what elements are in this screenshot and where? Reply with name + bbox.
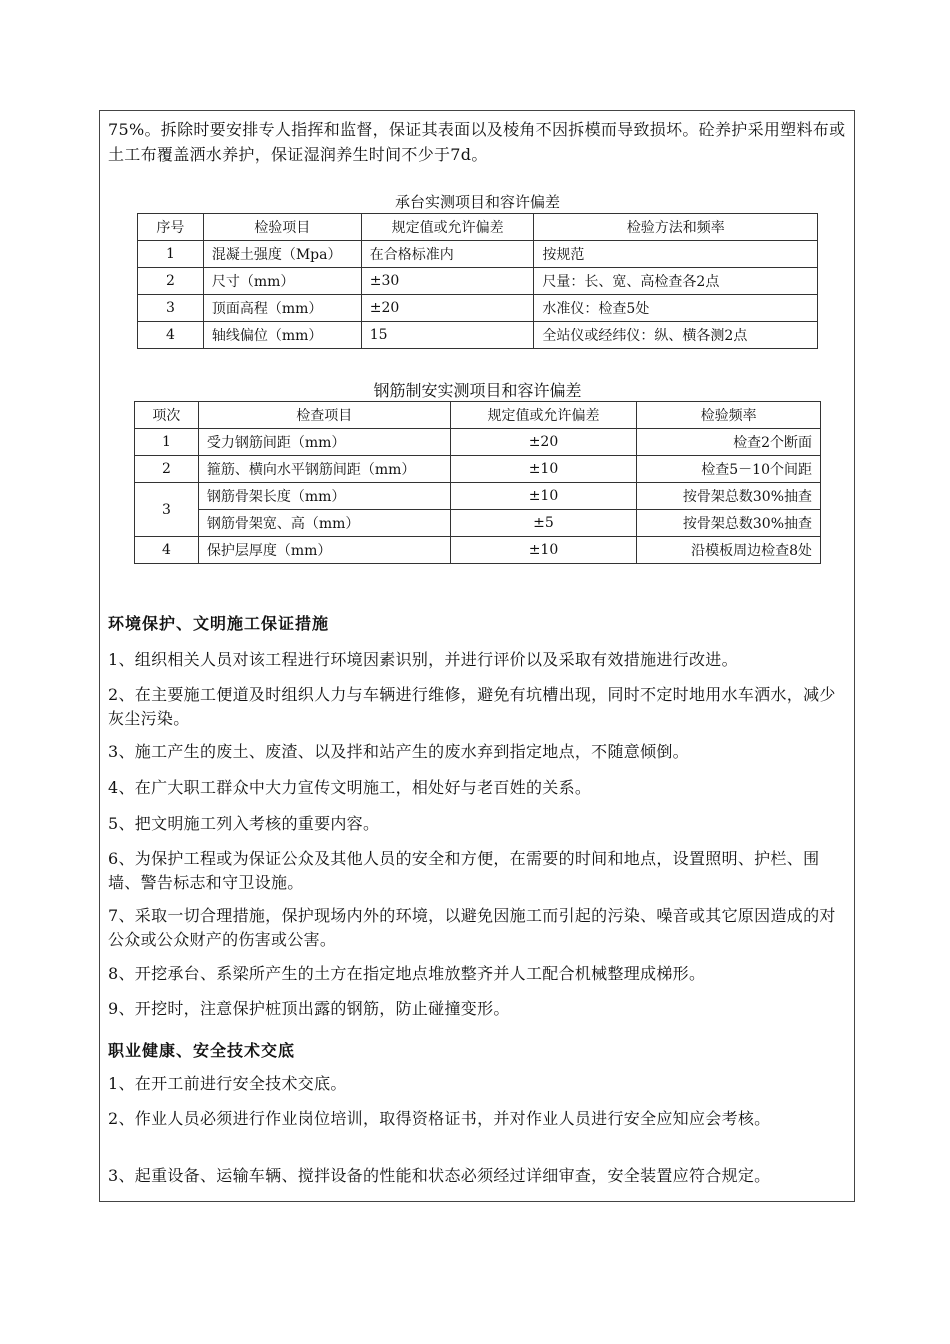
table-cell: 3: [138, 295, 204, 322]
table-row: [135, 537, 821, 564]
table-cell: 受力钢筋间距（mm）: [198, 429, 450, 456]
table-cell: 按规范: [534, 241, 818, 268]
table-cell: 尺量：长、宽、高检查各2点: [534, 268, 818, 295]
table-row: [135, 483, 821, 510]
safety-item-3: 3、起重设备、运输车辆、搅拌设备的性能和状态必须经过详细审查，安全装置应符合规定。: [108, 1166, 771, 1185]
table1-caption: 承台实测项目和容许偏差: [394, 193, 560, 211]
table-cell: ±5: [450, 510, 637, 537]
table-cell: 水准仪：检查5处: [534, 295, 818, 322]
env-item-7: 7、采取一切合理措施，保护现场内外的环境，以避免因施工而引起的污染、噪音或其它原因造成的对公众或公众财产的伤害或公害。: [108, 906, 836, 949]
table-cell: 轴线偏位（mm）: [203, 322, 361, 349]
table-cell: 按骨架总数30%抽查: [637, 510, 821, 537]
env-item-2: 2、在主要施工便道及时组织人力与车辆进行维修，避免有坑槽出现，同时不定时地用水车洒水，减少灰尘污染。: [108, 685, 836, 728]
table2-header-cell: 项次: [135, 402, 199, 429]
table-cell: 箍筋、横向水平钢筋间距（mm）: [198, 456, 450, 483]
table-cell: 2: [135, 456, 199, 483]
table-cell: 4: [135, 537, 199, 564]
table-cell: 钢筋骨架长度（mm）: [198, 483, 450, 510]
env-item-4: 4、在广大职工群众中大力宣传文明施工，相处好与老百姓的关系。: [108, 778, 592, 797]
table2-caption: 钢筋制安实测项目和容许偏差: [373, 381, 582, 400]
table-row: [135, 456, 821, 483]
intro-paragraph: 75%。拆除时要安排专人指挥和监督，保证其表面以及棱角不因拆模而导致损坏。砼养护采用塑料布或土工布覆盖洒水养护，保证湿润养生时间不少于7d。: [108, 120, 846, 164]
table-cell: 检查5－10个间距: [637, 456, 821, 483]
safety-heading: 职业健康、安全技术交底: [108, 1041, 296, 1060]
env-item-6: 6、为保护工程或为保证公众及其他人员的安全和方便，在需要的时间和地点，设置照明、护栏、围墙、警告标志和守卫设施。: [108, 849, 820, 892]
table1: [137, 213, 818, 349]
table2-header-row: [135, 402, 821, 429]
table-cell: 保护层厚度（mm）: [198, 537, 450, 564]
table-cell: 按骨架总数30%抽查: [637, 483, 821, 510]
table-cell: 顶面高程（mm）: [203, 295, 361, 322]
safety-item-2: 2、作业人员必须进行作业岗位培训，取得资格证书，并对作业人员进行安全应知应会考核。: [108, 1109, 771, 1128]
table2-header-cell: 检验频率: [637, 402, 821, 429]
table-cell: ±20: [361, 295, 534, 322]
table1-header-cell: 检验项目: [203, 214, 361, 241]
table-cell: 沿模板周边检查8处: [637, 537, 821, 564]
table-cell: 4: [138, 322, 204, 349]
table-row: [135, 510, 821, 537]
table-row: [138, 268, 818, 295]
table-row: [138, 322, 818, 349]
env-item-8: 8、开挖承台、系梁所产生的土方在指定地点堆放整齐并人工配合机械整理成梯形。: [108, 964, 706, 983]
table-cell: ±10: [450, 456, 637, 483]
table1-header-cell: 规定值或允许偏差: [361, 214, 534, 241]
table-cell: 3: [135, 483, 199, 537]
table1-header-row: [138, 214, 818, 241]
table2: [134, 401, 821, 564]
table-cell: 在合格标准内: [361, 241, 534, 268]
table1-header-cell: 序号: [138, 214, 204, 241]
table1-header-cell: 检验方法和频率: [534, 214, 818, 241]
table-row: [135, 429, 821, 456]
table-cell: 检查2个断面: [637, 429, 821, 456]
table-cell: ±10: [450, 537, 637, 564]
table-cell: ±10: [450, 483, 637, 510]
table-cell: 混凝土强度（Mpa）: [203, 241, 361, 268]
env-item-3: 3、施工产生的废土、废渣、以及拌和站产生的废水弃到指定地点，不随意倾倒。: [108, 742, 689, 761]
table-row: [138, 241, 818, 268]
table-cell: 全站仪或经纬仪：纵、横各测2点: [534, 322, 818, 349]
table-row: [138, 295, 818, 322]
table-cell: ±20: [450, 429, 637, 456]
env-heading: 环境保护、文明施工保证措施: [108, 614, 330, 633]
env-item-9: 9、开挖时，注意保护桩顶出露的钢筋，防止碰撞变形。: [108, 999, 510, 1018]
table-cell: ±30: [361, 268, 534, 295]
table-cell: 1: [135, 429, 199, 456]
safety-item-1: 1、在开工前进行安全技术交底。: [108, 1074, 347, 1093]
env-item-1: 1、组织相关人员对该工程进行环境因素识别，并进行评价以及采取有效措施进行改进。: [108, 650, 738, 669]
table2-header-cell: 检查项目: [198, 402, 450, 429]
table-cell: 2: [138, 268, 204, 295]
table-cell: 15: [361, 322, 534, 349]
table2-header-cell: 规定值或允许偏差: [450, 402, 637, 429]
table-cell: 钢筋骨架宽、高（mm）: [198, 510, 450, 537]
table-cell: 1: [138, 241, 204, 268]
env-item-5: 5、把文明施工列入考核的重要内容。: [108, 814, 380, 833]
table-cell: 尺寸（mm）: [203, 268, 361, 295]
